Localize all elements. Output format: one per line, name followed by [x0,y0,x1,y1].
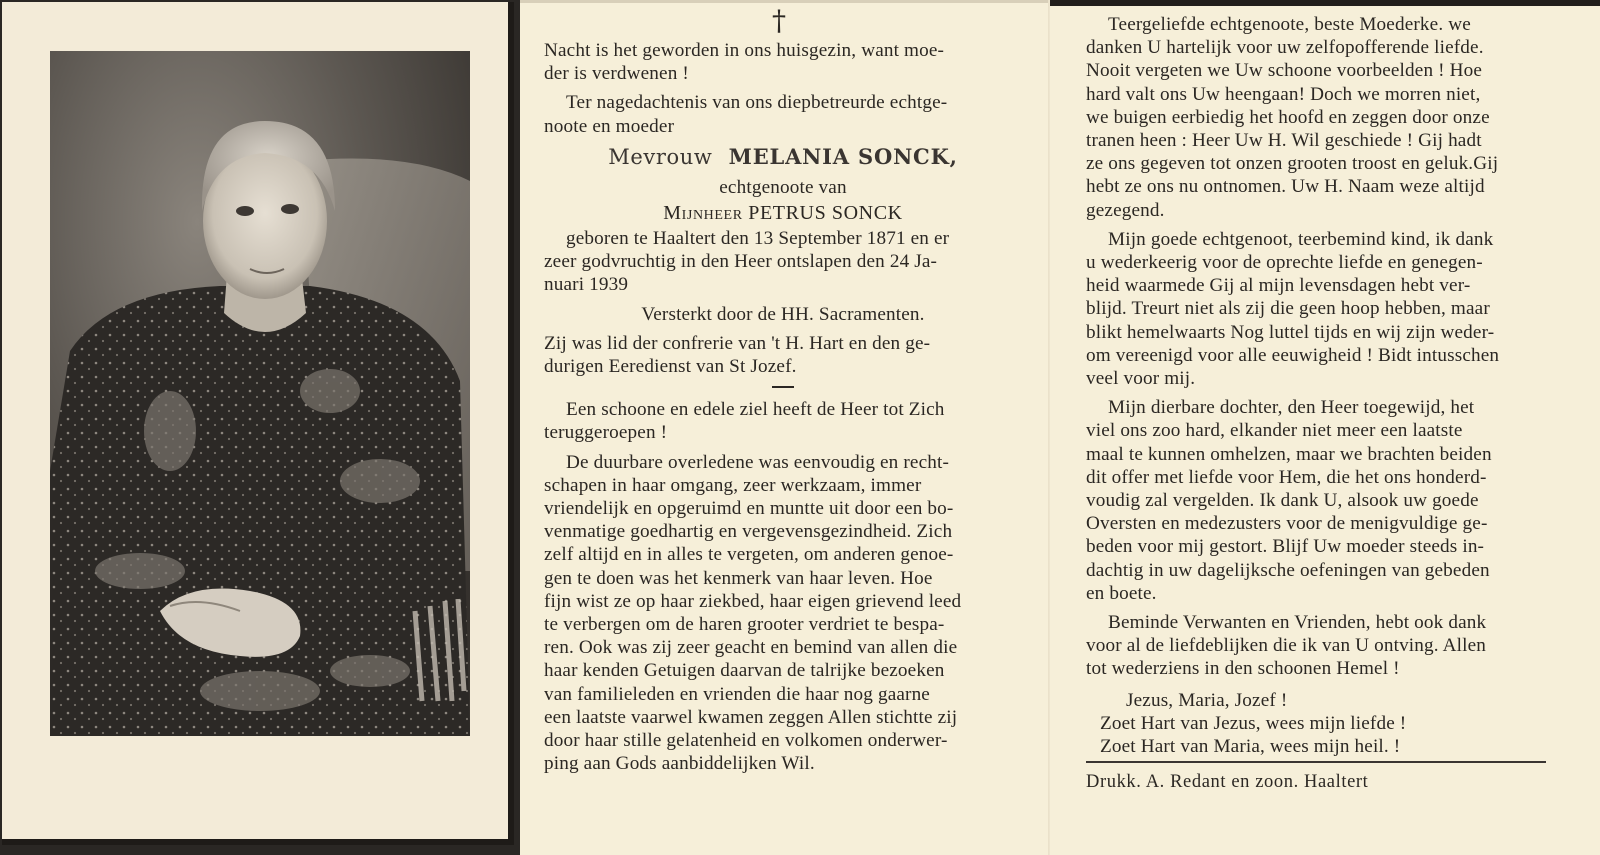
text-line: teruggeroepen ! [544,422,668,444]
text-line: gezegend. [1086,199,1165,221]
spouse-intro: echtgenoote van [719,176,847,198]
birth-death-paragraph [544,227,1022,297]
relatives-paragraph [1086,611,1556,681]
text-line: we buigen eerbiedig het hoofd en zeggen door onze [1086,106,1490,128]
text-line: u wederkeerig voor de oprechte liefde en genegen- [1086,252,1483,274]
text-line: dit offer met liefde voor Hem, die het ons honderd- [1086,466,1487,488]
text-line: vriendelijk en opgeruimd en muntte uit door een bo- [544,498,954,520]
text-line: een laatste vaarwel kwamen zeggen Allen stichtte zij [544,706,958,728]
text-line: fijn wist ze op haar ziekbed, haar eigen grievend leed [544,590,962,612]
text-line: Nacht is het geworden in ons huisgezin, want moe- [544,40,945,61]
memorial-intro [544,91,1022,137]
memorial-page-left [520,0,1050,855]
text-line: maal te kunnen omhelzen, maar we brachten beiden [1086,443,1492,465]
text-line: om vereenigd voor alle eeuwigheid ! Bidt intusschen [1086,344,1500,366]
spouse-name-heading [544,199,1022,227]
cross-icon: † [772,4,786,37]
text-line: veel voor mij. [1086,368,1196,390]
eulogy-paragraph [544,451,1022,776]
spouse-prefix: Mijnheer [663,202,743,225]
text-line: Zij was lid der confrerie van 't H. Hart en den ge- [544,332,931,354]
text-line: der is verdwenen ! [544,63,689,85]
text-line: venmatige goedhartig en vergevensgezindheid. Zich [544,521,953,543]
text-line: ze ons gegeven tot onzen grooten troost en geluk.Gij [1086,153,1499,175]
printer-credit: Drukk. A. Redant en zoon. Haaltert [1086,772,1369,793]
text-line: van familieleden en vrienden die haar nog gaarne [544,683,930,705]
text-line: dachtig in uw dagelijksche oefeningen van gebeden [1086,559,1490,581]
text-line: geboren te Haaltert den 13 September 1871 en er [566,228,950,250]
soul-paragraph [544,398,1022,444]
text-line: Mijn goede echtgenoot, teerbemind kind, ik dank [1108,228,1494,250]
text-line: te verbergen om de haren grooter verdriet te bespa- [544,614,945,636]
text-line: Een schoone en edele ziel heeft de Heer tot Zich [566,399,945,421]
text-line: gen te doen was het kenmerk van haar leven. Hoe [544,567,933,589]
text-line: tot wederziens in den schoonen Hemel ! [1086,658,1400,680]
text-line: ren. Ook was zij zeer geacht en bemind van allen die [544,637,958,659]
deceased-name: MELANIA SONCK, [728,143,958,169]
text-line: blijd. Treurt niet als zij die geen hoop hebben, maar [1086,298,1490,320]
text-line: voudig zal vergelden. Ik dank U, alsook uw goede [1086,490,1479,512]
text-line: door haar stille gelatenheid en volkomen onderwer- [544,730,948,752]
text-line: zeer godvruchtig in den Heer ontslapen den 24 Ja- [544,251,938,273]
text-line: zelf altijd en in alles te vergeten, om anderen genoe- [544,544,954,566]
text-line: danken U hartelijk voor uw zelfopofferende liefde. [1086,37,1484,59]
text-line: Ter nagedachtenis van ons diepbetreurde echtge- [566,92,948,114]
text-line: Nooit vergeten we Uw schoone voorbeelden ! Hoe [1086,60,1483,82]
daughter-paragraph [1086,396,1556,605]
prayer-line: Zoet Hart van Maria, wees mijn heil. ! [1100,736,1401,758]
portrait-image [50,51,470,736]
deceased-name-heading [544,142,1022,172]
text-line: nuari 1939 [544,274,629,296]
text-line: hard valt ons Uw heengaan! Doch we morren niet, [1086,83,1481,105]
text-line: en boete. [1086,582,1157,604]
text-line: blikt hemelwaarts Nog luttel tijds en wij zijn weder- [1086,321,1495,343]
section-divider [772,386,794,388]
spouse-child-paragraph [1086,228,1556,390]
text-line: haar kenden Getuigen daarvan de talrijke bezoeken [544,660,945,682]
text-line: ping aan Gods aanbiddelijken Wil. [544,753,815,775]
text-line: hebt ze ons nu ontnomen. Uw H. Naam weze altijd [1086,176,1485,198]
right-text-column [1086,13,1556,795]
text-line: noote en moeder [544,115,675,137]
text-line: Mijn dierbare dochter, den Heer toegewijd, het [1108,397,1475,419]
confraternity-paragraph [544,332,1022,378]
text-line: voor al de liefdeblijken die ik van U ontving. Allen [1086,635,1486,657]
text-line: Oversten en medezusters voor de menigvuldige ge- [1086,513,1488,535]
text-line: beden voor mij gestort. Blijf Uw moeder steeds in- [1086,536,1485,558]
horizontal-rule [1086,761,1546,763]
text-line: durigen Eeredienst van St Jozef. [544,356,797,378]
sacraments-line: Versterkt door de HH. Sacramenten. [641,303,925,325]
photo-card [2,2,514,845]
text-line: viel ons zoo hard, elkander niet meer een laatste [1086,420,1463,442]
left-text-column [544,39,1022,775]
portrait-photo [50,51,470,736]
text-line: Beminde Verwanten en Vrienden, hebt ook dank [1108,612,1487,634]
prayer-line: Jezus, Maria, Jozef ! [1126,689,1288,711]
text-line: schapen in haar omgang, zeer werkzaam, immer [544,474,922,496]
text-line: heid waarmede Gij al mijn levensdagen hebt ver- [1086,275,1471,297]
family-thanks-paragraph [1086,13,1556,222]
prayer-line: Zoet Hart van Jezus, wees mijn liefde ! [1100,712,1407,734]
prayers-block [1086,689,1556,759]
title-prefix: Mevrouw [608,144,713,169]
text-line: De duurbare overledene was eenvoudig en recht- [566,451,950,473]
opening-paragraph [544,39,1022,85]
text-line: tranen heen : Heer Uw H. Wil geschiede ! Gij hadt [1086,130,1482,152]
text-line: Teergeliefde echtgenoote, beste Moederke. we [1108,14,1471,35]
memorial-page-right [1050,0,1600,855]
spouse-name: PETRUS SONCK [748,202,903,225]
